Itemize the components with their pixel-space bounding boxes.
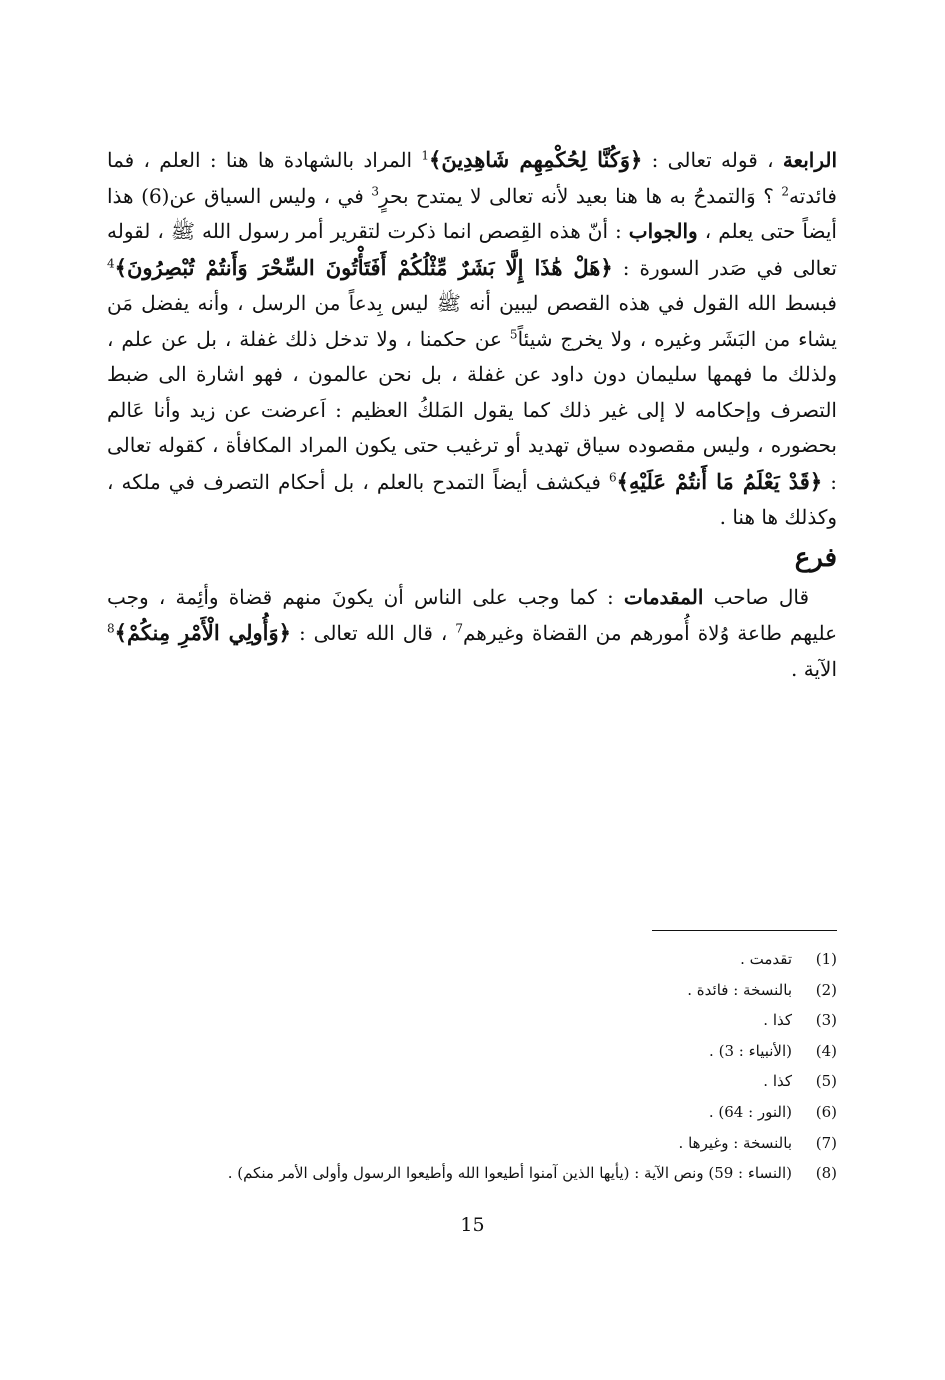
footnote-number: (2)	[815, 980, 837, 999]
footnote-ref[interactable]: 7	[455, 621, 463, 636]
text-run: الآية .	[791, 656, 837, 681]
footnote-number: (6)	[815, 1102, 837, 1121]
footnote-ref[interactable]: 2	[781, 183, 789, 198]
footnote-item	[107, 944, 837, 975]
footnotes-list	[107, 944, 837, 1189]
footnote-item	[107, 1097, 837, 1128]
footnote-item	[107, 1128, 837, 1159]
text-run: فبسط الله القول في هذه القصص ليبين أنه ﷺ ليس بِدعاً من الرسل ، وأنه يفضل مَن يشاء من البَشَر وغيره ، ولا يخرج شيئاً	[107, 291, 838, 351]
text-run: عن حكمنا ، ولا تدخل ذلك غفلة ، بل عن علم ، ولذلك ما فهمها سليمان دون داود عن غفلة ، بل نحن عالمون ، فهو اشارة الى ضبط التصرف وإحكامه لا إلى غير ذلك كما يقول المَلكُ العظيم : اَعرضت عن زيد وأنا عَالم بحضوره ، وليس مقصوده سياق تهديد أو ترغيب حتى يكون المراد المكافأة ، كقوله تعالى :	[107, 326, 837, 494]
footnote-ref[interactable]: 6	[609, 469, 617, 484]
paragraph-2	[107, 580, 837, 688]
footnote-item	[107, 1005, 837, 1036]
quran-verse: ﴿قَدْ يَعْلَمُ مَا أَنتُمْ عَلَيْهِ﴾	[616, 468, 823, 494]
section-lead: الرابعة	[782, 148, 838, 172]
text-run: ، قال الله تعالى :	[290, 621, 456, 645]
footnote-number: (5)	[815, 1072, 837, 1091]
footnote-text: كذا .	[763, 1072, 792, 1091]
footnote-item	[107, 1036, 837, 1067]
text-run: فيكشف أيضاً التمدح بالعلم ، بل أحكام التصرف في ملكه ، وكذلك ها هنا .	[107, 469, 837, 529]
text-run: : كما وجب على الناس أن يكونَ منهم قضاة وأئِمة ، وجب عليهم طاعة وُلاة أُمورهم من القضاة وغيرهم	[107, 584, 837, 645]
footnote-ref[interactable]: 5	[509, 326, 518, 341]
quran-verse: ﴿هَلْ هَٰذَا إِلَّا بَشَرٌ مِّثْلُكُمْ أَفَتَأْتُونَ السِّحْرَ وَأَنتُمْ تُبْصِرُونَ﴾	[114, 254, 613, 280]
footnote-ref[interactable]: 4	[107, 255, 115, 270]
footnote-item	[107, 1066, 837, 1097]
footnote-number: (7)	[815, 1133, 837, 1152]
footnote-text: بالنسخة : وغيرها .	[678, 1133, 792, 1152]
footnote-item	[107, 1158, 837, 1189]
footnote-number: (8)	[815, 1164, 837, 1183]
footnote-number: (4)	[815, 1041, 837, 1060]
footnote-text: بالنسخة : فائدة .	[687, 980, 792, 999]
text-run: : أنّ هذه القِصص انما ذكرت لتقرير أمر رسول الله ﷺ ، لقوله تعالى في صَدر السورة :	[107, 219, 837, 280]
footnote-text: (النساء : 59) ونص الآية : (يأيها الذين آمنوا أطيعوا الله وأطيعوا الرسول وأولى الأمر منكم) .	[227, 1164, 792, 1183]
footnote-item	[107, 975, 837, 1006]
answer-label: والجواب	[628, 219, 698, 243]
section-heading: فرع	[794, 542, 837, 573]
text-run: في ، وليس السياق عن(6) هذا أيضاً حتى يعلم ،	[107, 183, 837, 243]
book-title: المقدمات	[623, 584, 704, 609]
text-run: ، قوله تعالى :	[642, 148, 783, 172]
footnote-number: (1)	[815, 950, 837, 968]
main-text	[107, 142, 837, 687]
footnote-text: تقدمت .	[740, 950, 792, 968]
quran-verse: ﴿وَكُنَّا لِحُكْمِهِم شَاهِدِينَ﴾	[429, 147, 643, 172]
text-run: ؟ وَالتمدحُ به ها هنا بعيد لأنه تعالى لا يمتدح بحرٍ	[379, 183, 782, 208]
footnote-text: (الأنبياء : 3) .	[709, 1041, 792, 1060]
text-run: قال صاحب	[703, 584, 810, 609]
page-number: 15	[460, 1214, 485, 1236]
paragraph-1	[107, 142, 837, 536]
text-run: المراد بالشهادة ها هنا : العلم ، فما فائدته	[107, 148, 837, 208]
footnote-text: كذا .	[763, 1011, 792, 1030]
footnote-separator	[652, 930, 837, 931]
footnote-ref[interactable]: 8	[107, 621, 115, 636]
footnote-number: (3)	[815, 1011, 837, 1030]
footnote-ref[interactable]: 1	[421, 148, 430, 163]
quran-verse: ﴿وَأُولِي الْأَمْرِ مِنكُمْ﴾	[114, 620, 291, 645]
footnote-ref[interactable]: 3	[371, 183, 380, 198]
footnote-text: (النور : 64) .	[708, 1102, 792, 1121]
